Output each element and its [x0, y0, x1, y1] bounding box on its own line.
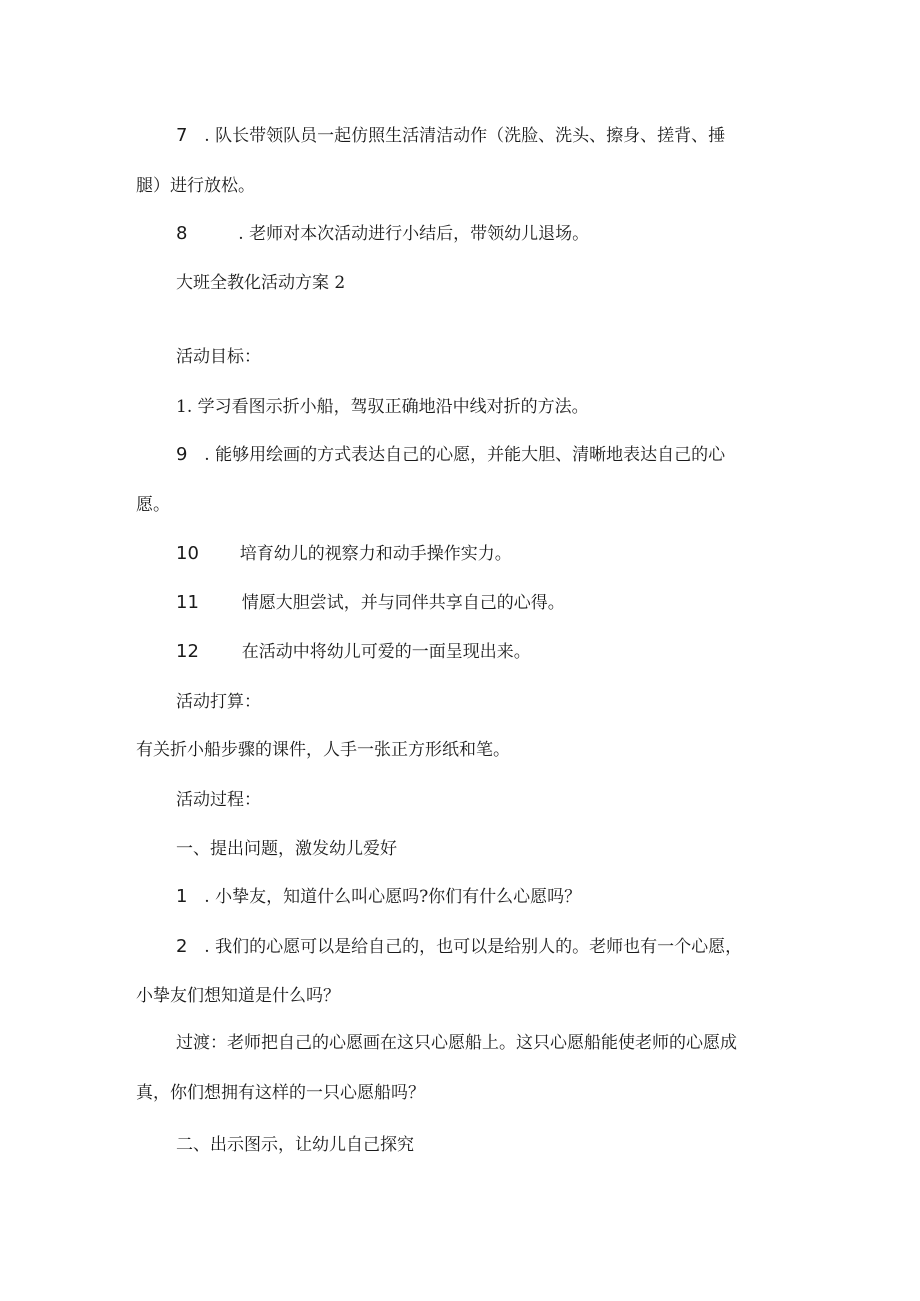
preparation-text: 有关折小船步骤的课件，人手一张正方形纸和笔。	[136, 740, 510, 760]
item-number: 7	[176, 125, 188, 146]
item-text: . 能够用绘画的方式表达自己的心愿，并能大胆、清晰地表达自己的心	[204, 445, 726, 465]
item-text: . 老师对本次活动进行小结后，带领幼儿退场。	[238, 224, 590, 244]
item-number: 2	[176, 936, 188, 957]
item-text: 培育幼儿的视察力和动手操作实力。	[239, 544, 512, 564]
item-text: . 小挚友，知道什么叫心愿吗?你们有什么心愿吗？	[204, 887, 582, 907]
list-item-11	[176, 591, 565, 615]
item-text: . 我们的心愿可以是给自己的，也可以是给别人的。老师也有一个心愿，	[204, 937, 743, 957]
item-text: . 队长带领队员一起仿照生活清洁动作（洗脸、洗头、擦身、搓背、捶	[204, 126, 726, 146]
paragraph-continuation: 愿。	[136, 495, 170, 515]
goals-heading: 活动目标：	[176, 347, 261, 367]
item-number: 8	[176, 223, 188, 244]
item-number: 11	[176, 592, 199, 613]
paragraph-continuation: 小挚友们想知道是什么吗？	[136, 986, 340, 1006]
item-number: 12	[176, 641, 199, 662]
list-item-7	[176, 124, 725, 148]
list-item-9	[176, 443, 725, 467]
step-1-heading: 一、提出问题，激发幼儿爱好	[176, 839, 397, 859]
item-number: 10	[176, 543, 199, 564]
paragraph-continuation: 腿）进行放松。	[136, 176, 255, 196]
section-title: 大班全教化活动方案 2	[176, 273, 346, 293]
preparation-heading: 活动打算：	[176, 692, 261, 712]
list-item-12	[176, 640, 531, 664]
item-text: 情愿大胆尝试，并与同伴共享自己的心得。	[241, 593, 565, 613]
paragraph-continuation: 真，你们想拥有这样的一只心愿船吗？	[136, 1083, 425, 1103]
list-item-8	[176, 222, 589, 246]
transition-text: 过渡：老师把自己的心愿画在这只心愿船上。这只心愿船能使老师的心愿成	[176, 1033, 737, 1053]
step-2-heading: 二、出示图示，让幼儿自己探究	[176, 1135, 414, 1155]
goal-item-1: 1. 学习看图示折小船，驾驭正确地沿中线对折的方法。	[176, 397, 589, 417]
process-heading: 活动过程：	[176, 790, 261, 810]
question-2	[176, 935, 742, 959]
list-item-10	[176, 542, 512, 566]
question-1	[176, 885, 581, 909]
item-number: 1	[176, 886, 188, 907]
item-text: 在活动中将幼儿可爱的一面呈现出来。	[241, 642, 531, 662]
item-number: 9	[176, 444, 188, 465]
